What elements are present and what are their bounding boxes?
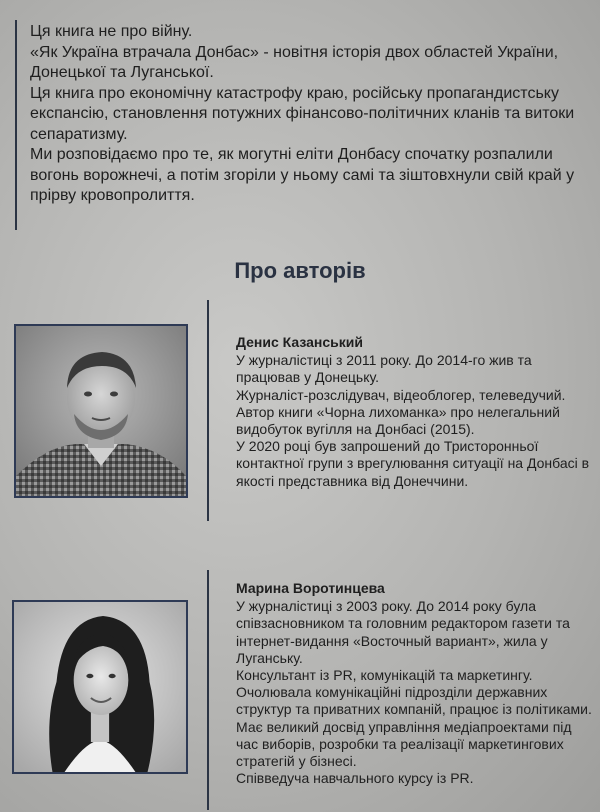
divider-line bbox=[207, 300, 209, 521]
author-bio-line: Журналіст-розслідувач, відеоблогер, телеведучий. bbox=[236, 386, 566, 403]
intro-text bbox=[30, 22, 590, 207]
intro-accent-bar bbox=[15, 20, 17, 230]
author-photo-vorotyntseva bbox=[12, 600, 188, 774]
intro-line: Ми розповідаємо про те, як могутні еліти Донбасу спочатку розпалили вогонь ворожнечі, а потім згоріли у ньому самі та зіштовхнули свій край у прірву кровопролиття. bbox=[30, 146, 575, 204]
author-block bbox=[236, 334, 596, 490]
author-name: Марина Воротинцева bbox=[236, 580, 385, 596]
author-bio-line: Очолювала комунікаційні підрозділи державних структур та приватних компаній, працює із політиками. Має великий досвід управління медіапроектами під час виборів, розробки та реалізації маркетингових стратегій у бізнесі. bbox=[236, 684, 592, 770]
section-title: Про авторів bbox=[234, 258, 366, 283]
divider-line bbox=[207, 570, 209, 810]
author-photo-kazanskyi bbox=[14, 324, 188, 498]
author-bio-line: Співведуча навчального курсу із PR. bbox=[236, 770, 474, 787]
author-bio-line: У журналістиці з 2003 року. До 2014 року була співзасновником та головним редактором газети та інтернет-видання «Восточный вариант», жила у Луганську. bbox=[236, 598, 570, 666]
author-bio-line: У журналістиці з 2011 року. До 2014-го жив та працював у Донецьку. bbox=[236, 352, 532, 386]
author-bio-line: Консультант із PR, комунікацій та маркетингу. bbox=[236, 667, 533, 684]
author-bio-line: У 2020 році був запрошений до Тристоронньої контактної групи з врегулювання ситуації на Донбасі в якості представника від Донеччини. bbox=[236, 438, 590, 489]
author-block bbox=[236, 580, 596, 787]
author-name: Денис Казанський bbox=[236, 334, 363, 350]
intro-line: «Як Україна втрачала Донбас» - новітня історія двох областей України, Донецької та Луганської. bbox=[30, 43, 559, 81]
intro-line: Ця книга про економічну катастрофу краю, російську пропагандистську експансію, становлення потужних фінансово-політичних кланів та витоки сепаратизму. bbox=[30, 84, 575, 143]
intro-line: Ця книга не про війну. bbox=[30, 23, 193, 40]
author-bio-line: Автор книги «Чорна лихоманка» про нелегальний видобуток вугілля на Донбасі (2015). bbox=[236, 403, 560, 438]
